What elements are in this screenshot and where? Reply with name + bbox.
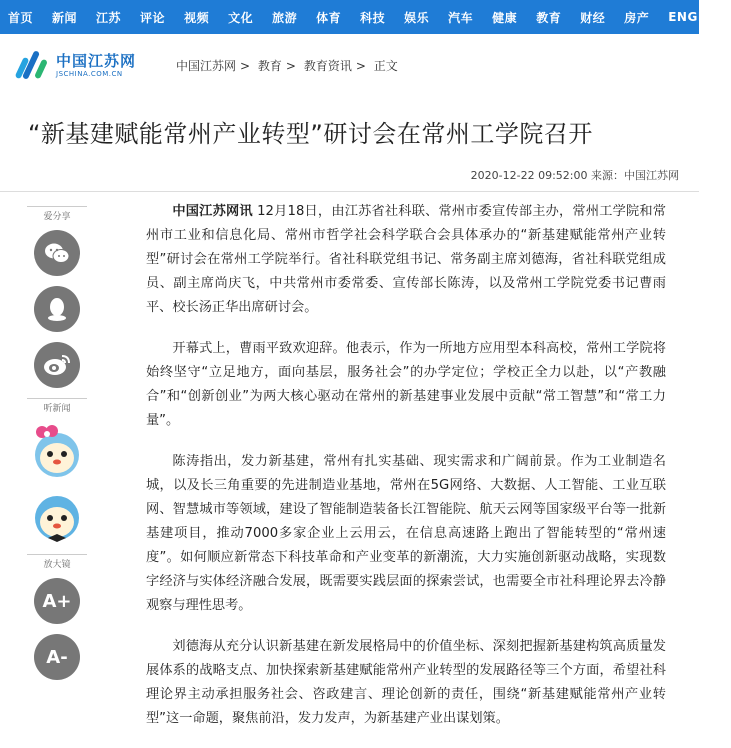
article-title: “新基建赋能常州产业转型”研讨会在常州工学院召开 (28, 120, 593, 148)
breadcrumb-separator: > (285, 58, 296, 73)
paragraph-2: 开幕式上，曹雨平致欢迎辞。他表示，作为一所地方应用型本科高校，常州工学院将始终坚守“立足地方，面向基层，服务社会”的办学定位；学校正全力以赴，以“产教融合”和“创新创业”为两大核心驱动在常州的新基建事业发展中贡献“常工智慧”和“常工力量”。 (146, 341, 666, 428)
article-meta (0, 167, 679, 183)
breadcrumb-site[interactable]: 中国江苏网 (176, 58, 237, 73)
breadcrumb-separator: > (355, 58, 366, 73)
nav-tech[interactable]: 科技 (360, 10, 386, 25)
paragraph-3: 陈涛指出，发力新基建，常州有扎实基础、现实需求和广阔前景。作为工业制造名城，以及长三角重要的先进制造业基地，常州在5G网络、大数据、人工智能、工业互联网、智慧城市等领域，建设了智能制造装备长江智能院、航天云网等国家级平台等一批新基建项目，推动7000多家企业上云用云，在信息高速路上跑出了智能转型的“常州速度”。如何顺应新常态下科技革命和产业变革的新潮流，大力实施创新驱动战略，实现数字经济与实体经济融合发展，既需要实践层面的探索尝试，也需要全市社科理论界去冷静观察与理性思考。 (146, 454, 666, 613)
nav-house[interactable]: 房产 (624, 10, 650, 25)
zoom-label: 放大镜 (27, 554, 87, 570)
listen-label: 听新闻 (27, 398, 87, 414)
breadcrumb (176, 57, 402, 74)
publish-datetime: 2020-12-22 09:52:00 (470, 169, 588, 182)
nav-travel[interactable]: 旅游 (272, 10, 298, 25)
zoom-in-icon: A+ (42, 590, 72, 612)
nav-video[interactable]: 视频 (184, 10, 210, 25)
nav-comment[interactable]: 评论 (140, 10, 166, 25)
logo-icon (16, 47, 50, 83)
male-voice-mascot-icon[interactable] (28, 488, 86, 546)
nav-news[interactable]: 新闻 (52, 10, 78, 25)
share-label: 爱分享 (27, 206, 87, 222)
nav-culture[interactable]: 文化 (228, 10, 254, 25)
content-area (0, 192, 699, 748)
nav-english[interactable]: ENGLISH (668, 10, 731, 24)
breadcrumb-education-news[interactable]: 教育资讯 (303, 58, 352, 73)
top-nav (0, 0, 731, 34)
female-voice-mascot-icon[interactable] (28, 422, 86, 480)
paragraph-1: 中国江苏网讯 12月18日，由江苏省社科联、常州市委宣传部主办，常州工学院和常州市工业和信息化局、常州市哲学社会科学联合会具体承办的“新基建赋能常州产业转型”研讨会在常州工学院举行。省社科联党组书记、常务副主席刘德海，省社科联党组成员、副主席尚庆飞，中共常州市委常委、宣传部长陈涛，以及常州工学院党委书记曹雨平、校长汤正华出席研讨会。 (146, 204, 666, 315)
side-toolbar (20, 192, 94, 748)
lead-source: 中国江苏网讯 (172, 204, 253, 219)
zoom-in-button[interactable] (34, 578, 80, 624)
breadcrumb-education[interactable]: 教育 (257, 58, 282, 73)
nav-education[interactable]: 教育 (536, 10, 562, 25)
nav-home[interactable]: 首页 (8, 10, 34, 25)
wechat-share-icon[interactable] (34, 230, 80, 276)
article-source: 来源：中国江苏网 (591, 169, 679, 182)
nav-entertainment[interactable]: 娱乐 (404, 10, 430, 25)
breadcrumb-separator: > (240, 58, 251, 73)
page-header (0, 34, 699, 96)
site-logo[interactable] (16, 47, 166, 83)
nav-jiangsu[interactable]: 江苏 (96, 10, 122, 25)
nav-health[interactable]: 健康 (492, 10, 518, 25)
zoom-out-button[interactable] (34, 634, 80, 680)
zoom-out-icon: A- (46, 646, 68, 668)
nav-auto[interactable]: 汽车 (448, 10, 474, 25)
paragraph-4: 刘德海从充分认识新基建在新发展格局中的价值坐标、深刻把握新基建构筑高质量发展体系的战略支点、加快探索新基建赋能常州产业转型的发展路径等三个方面，希望社科理论界主动承担服务社会、咨政建言、理论创新的责任，围绕“新基建赋能常州产业转型”这一命题，聚焦前沿，发力发声，为新基建产业出谋划策。 (146, 639, 666, 726)
qq-share-icon[interactable] (34, 286, 80, 332)
article-body (146, 192, 666, 748)
weibo-share-icon[interactable] (34, 342, 80, 388)
logo-text-cn: 中国江苏网 (56, 51, 137, 70)
logo-text-en: JSCHINA.COM.CN (56, 69, 123, 78)
nav-finance[interactable]: 财经 (580, 10, 606, 25)
breadcrumb-current: 正文 (373, 58, 398, 73)
nav-sports[interactable]: 体育 (316, 10, 342, 25)
